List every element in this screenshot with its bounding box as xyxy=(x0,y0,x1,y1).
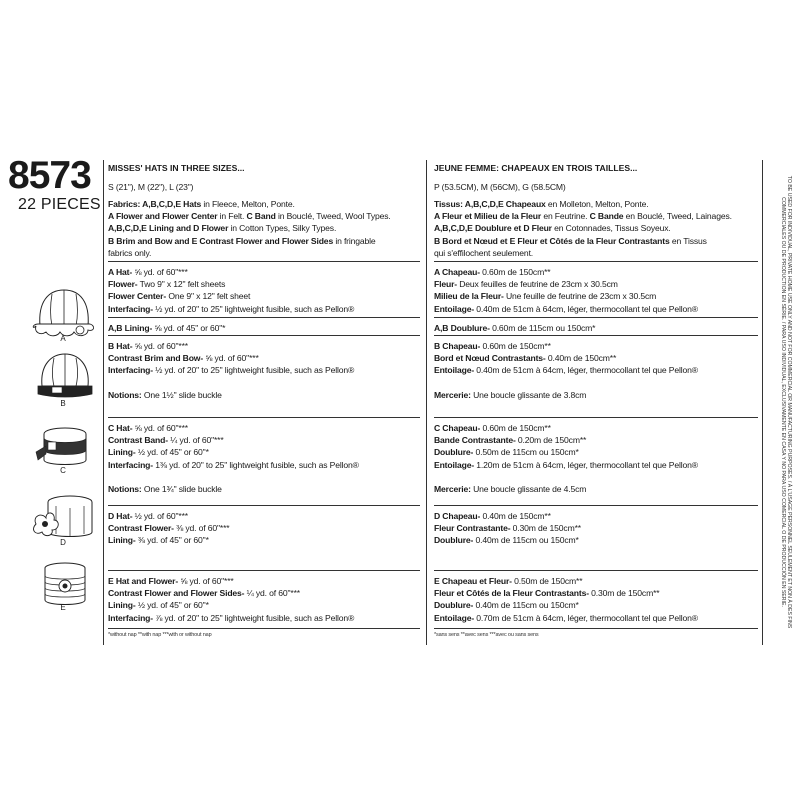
bold-label: Doublure- xyxy=(434,447,474,458)
detail-text: en Cotonnades, Tissus Soyeux. xyxy=(551,223,671,234)
row-divider xyxy=(108,317,420,318)
text-line xyxy=(108,587,354,599)
text-line xyxy=(108,377,354,389)
text-line xyxy=(434,522,581,534)
bold-label: Lining- xyxy=(108,600,136,611)
bold-label: Entoilage- xyxy=(434,459,475,470)
bold-label: A,B,C,D,E Doublure et D Fleur xyxy=(434,223,552,234)
text-line xyxy=(108,222,391,234)
row-divider xyxy=(108,628,420,629)
text-line xyxy=(434,247,732,259)
detail-text: ½ yd. of 45" or 60"* xyxy=(135,447,209,458)
hat-c-illustration xyxy=(32,420,98,470)
french-section-e xyxy=(434,575,698,624)
text-line xyxy=(108,352,354,364)
bold-label: Notions: xyxy=(108,389,142,400)
detail-text: in Felt. xyxy=(217,211,247,222)
detail-text: ⅜ yd. of 45" or 60"* xyxy=(135,535,209,546)
english-fabrics xyxy=(108,198,391,259)
text-line xyxy=(108,210,391,222)
detail-text: en Bouclé, Tweed, Lainages. xyxy=(623,211,732,222)
bold-label: Tissus: A,B,C,D,E Chapeaux xyxy=(434,199,546,209)
text-line xyxy=(434,340,698,352)
text-line xyxy=(434,459,698,471)
bold-label: Contrast Brim and Bow- xyxy=(108,353,204,364)
column-divider-right xyxy=(762,160,763,645)
bold-label: A Hat- xyxy=(108,267,133,277)
view-label: C xyxy=(60,466,66,475)
detail-text: ½ yd. of 20" to 25" lightweight fusible, such as Pellon® xyxy=(153,365,355,376)
detail-text: in Cotton Types, Silky Types. xyxy=(228,223,337,234)
text-line xyxy=(434,612,698,624)
text-line xyxy=(434,364,698,376)
view-label: B xyxy=(60,399,66,408)
english-sizes: S (21"), M (22"), L (23") xyxy=(108,182,194,192)
detail-text: ⅝ yd. of 60"*** xyxy=(178,576,234,586)
text-line xyxy=(434,303,698,315)
detail-text: 0.60m de 150cm** xyxy=(480,341,551,351)
bold-label: Interfacing- xyxy=(108,365,153,376)
bold-label: Contrast Flower and Flower Sides- xyxy=(108,588,245,599)
bold-label: Interfacing- xyxy=(108,459,153,470)
text-line xyxy=(108,235,391,247)
bold-label: Flower Center- xyxy=(108,291,167,302)
detail-text: 1⅜ yd. of 20" to 25" lightweight fusible, such as Pellon® xyxy=(153,459,359,470)
detail-text: 0.20m de 150cm** xyxy=(515,435,587,446)
bold-label: Contrast Band- xyxy=(108,435,168,446)
view-label: D xyxy=(60,538,66,547)
row-divider xyxy=(434,417,758,418)
row-divider xyxy=(434,570,758,571)
detail-text: ⅝ yd. of 45" or 60"* xyxy=(152,323,226,333)
detail-text: Une feuille de feutrine de 23cm x 30.5cm xyxy=(503,291,657,302)
bold-label: C Band xyxy=(246,211,276,222)
bold-label: Mercerie: xyxy=(434,484,471,495)
bold-label: Doublure- xyxy=(434,535,474,546)
text-line xyxy=(108,340,354,352)
text-line xyxy=(434,290,698,302)
english-section-lining xyxy=(108,322,225,334)
usage-notice-line: TO BE USED FOR INDIVIDUAL, PRIVATE HOME USE ONLY AND NOT FOR COMMERCIAL OR MANUFACTURING PURPOSES. / À L'USAGE PERSONNEL SEULEMENT ET NON À DES FINS xyxy=(786,175,792,629)
text-line xyxy=(434,278,698,290)
detail-text: 0.60m de 150cm** xyxy=(480,423,551,433)
french-fabrics xyxy=(434,198,732,259)
text-line xyxy=(108,599,354,611)
bold-label: E Hat and Flower- xyxy=(108,576,179,586)
text-line xyxy=(108,266,354,278)
bold-label: E Chapeau et Fleur- xyxy=(434,576,512,586)
bold-label: Fabrics: A,B,C,D,E Hats xyxy=(108,199,202,209)
detail-text: One 1¾" slide buckle xyxy=(141,484,222,495)
bold-label: Fleur Contrastante- xyxy=(434,523,511,534)
bold-label: C Bande xyxy=(589,211,624,222)
detail-text: 0.40m de 150cm** xyxy=(545,353,617,364)
detail-text: in Bouclé, Tweed, Wool Types. xyxy=(275,211,391,222)
hat-e-illustration xyxy=(34,560,96,608)
bold-label: Contrast Flower- xyxy=(108,523,174,534)
bold-label: Milieu de la Fleur- xyxy=(434,291,504,302)
bold-label: B Brim and Bow and E Contrast Flower and Flower Sides xyxy=(108,235,334,246)
view-label: A xyxy=(60,334,66,343)
pattern-number: 8573 xyxy=(8,154,91,197)
detail-text: 0.50m de 115cm ou 150cm* xyxy=(473,447,579,458)
bold-label: A Fleur et Milieu de la Fleur xyxy=(434,211,542,222)
row-divider xyxy=(434,261,758,262)
french-yardage-column xyxy=(434,162,758,646)
column-divider-left xyxy=(103,160,104,645)
text-line xyxy=(108,198,391,210)
bold-label: C Hat- xyxy=(108,423,133,433)
bold-label: Interfacing- xyxy=(108,612,153,623)
detail-text: 0.40m de 150cm** xyxy=(480,511,551,521)
bold-label: Bord et Nœud Contrastants- xyxy=(434,353,546,364)
row-divider xyxy=(108,261,420,262)
row-divider xyxy=(108,505,420,506)
detail-text: ¼ yd. of 60"*** xyxy=(167,435,224,446)
french-footnote: *sans sens **avec sens ***avec ou sans sens xyxy=(434,632,539,638)
text-line xyxy=(108,575,354,587)
text-line xyxy=(108,522,229,534)
detail-text: 0.70m de 51cm à 64cm, léger, thermocollant tel que Pellon® xyxy=(474,612,698,623)
detail-text: 0.40m de 115cm ou 150cm* xyxy=(473,600,579,611)
row-divider xyxy=(434,317,758,318)
usage-notice-line: COMMERCIALES OU DE PRODUCTION EN SÉRIE. / PARA USO INDIVIDUAL, EXCLUSIVAMENTE EN CASA Y NO PARA USO COMERCIAL O DE PRODUCCIÓN EN SERIE. xyxy=(780,197,786,607)
bold-label: Bande Contrastante- xyxy=(434,435,516,446)
english-section-d xyxy=(108,510,229,547)
text-line xyxy=(434,322,595,334)
detail-text: ⅝ yd. of 60"*** xyxy=(203,353,259,364)
text-line xyxy=(108,459,359,471)
bold-label: Lining- xyxy=(108,447,136,458)
detail-text: ⅜ yd. of 60"*** xyxy=(173,523,230,534)
detail-text: 0.30m de 150cm** xyxy=(510,523,581,534)
detail-text: in fringable xyxy=(333,235,376,246)
row-divider xyxy=(108,570,420,571)
french-heading: JEUNE FEMME: CHAPEAUX EN TROIS TAILLES... xyxy=(434,163,638,173)
bold-label: C Chapeau- xyxy=(434,423,481,433)
hat-a-illustration xyxy=(26,282,102,340)
bold-label: Entoilage- xyxy=(434,365,475,376)
detail-text: ⅝ yd. of 60"*** xyxy=(132,423,188,433)
text-line xyxy=(108,612,354,624)
detail-text: One 1½" slide buckle xyxy=(141,389,222,400)
text-line xyxy=(434,587,698,599)
text-line xyxy=(434,198,732,210)
row-divider xyxy=(434,628,758,629)
bold-label: B Bord et Nœud et E Fleur et Côtés de la Fleur Contrastants xyxy=(434,235,670,246)
bold-label: Mercerie: xyxy=(434,389,471,400)
bold-label: A,B Lining- xyxy=(108,323,153,333)
english-footnote: *without nap **with nap ***with or without nap xyxy=(108,632,212,638)
text-line xyxy=(434,377,698,389)
text-line xyxy=(108,422,359,434)
bold-label: Notions: xyxy=(108,484,142,495)
english-section-c xyxy=(108,422,359,495)
bold-label: B Hat- xyxy=(108,341,133,351)
row-divider xyxy=(434,505,758,506)
detail-text: ½ yd. of 20" to 25" lightweight fusible, such as Pellon® xyxy=(153,303,355,314)
text-line xyxy=(108,303,354,315)
bold-label: A Flower and Flower Center xyxy=(108,211,218,222)
detail-text: in Fleece, Melton, Ponte. xyxy=(201,199,295,209)
text-line xyxy=(434,266,698,278)
text-line xyxy=(434,235,732,247)
text-line xyxy=(108,471,359,483)
hat-d-illustration xyxy=(30,490,100,542)
french-section-a xyxy=(434,266,698,315)
french-section-b xyxy=(434,340,698,401)
text-line xyxy=(434,352,698,364)
detail-text: 0.40m de 51cm à 64cm, léger, thermocollant tel que Pellon® xyxy=(474,303,698,314)
column-divider-middle xyxy=(426,160,427,645)
text-line xyxy=(434,446,698,458)
detail-text: Une boucle glissante de 4.5cm xyxy=(470,484,587,495)
detail-text: en Tissus xyxy=(669,235,707,246)
text-line xyxy=(108,278,354,290)
text-line xyxy=(434,534,581,546)
french-sizes: P (53.5CM), M (56CM), G (58.5CM) xyxy=(434,182,566,192)
detail-text: Une boucle glissante de 3.8cm xyxy=(470,389,587,400)
text-line xyxy=(108,446,359,458)
detail-text: Two 9" x 12" felt sheets xyxy=(137,279,226,290)
text-line xyxy=(434,575,698,587)
hat-b-illustration xyxy=(32,350,98,402)
text-line xyxy=(434,510,581,522)
text-line xyxy=(108,322,225,334)
detail-text: ⅝ yd. of 60"*** xyxy=(132,341,188,351)
detail-text: en Feutrine. xyxy=(541,211,590,222)
bold-label: Fleur- xyxy=(434,279,457,290)
bold-label: Entoilage- xyxy=(434,612,475,623)
text-line xyxy=(108,290,354,302)
detail-text: fabrics only. xyxy=(108,247,152,258)
bold-label: A,B Doublure- xyxy=(434,323,490,333)
french-section-d xyxy=(434,510,581,547)
detail-text: ⅝ yd. of 60"*** xyxy=(132,267,188,277)
bold-label: B Chapeau- xyxy=(434,341,481,351)
text-line xyxy=(108,483,359,495)
english-section-e xyxy=(108,575,354,624)
detail-text: ¼ yd. of 60"*** xyxy=(244,588,300,599)
detail-text: 0.60m de 115cm ou 150cm* xyxy=(489,323,596,333)
text-line xyxy=(108,364,354,376)
text-line xyxy=(434,434,698,446)
bold-label: Interfacing- xyxy=(108,303,153,314)
english-heading: MISSES' HATS IN THREE SIZES... xyxy=(108,163,245,173)
text-line xyxy=(434,471,698,483)
text-line xyxy=(108,434,359,446)
detail-text: en Molleton, Melton, Ponte. xyxy=(545,199,649,209)
detail-text: 0.40m de 51cm à 64cm, léger, thermocollant tel que Pellon® xyxy=(474,365,698,376)
text-line xyxy=(434,422,698,434)
text-line xyxy=(434,389,698,401)
text-line xyxy=(108,247,391,259)
detail-text: qui s'effilochent seulement. xyxy=(434,247,534,258)
french-section-c xyxy=(434,422,698,495)
detail-text: 0.60m de 150cm** xyxy=(479,267,551,277)
piece-count: 22 PIECES xyxy=(18,196,101,213)
detail-text: 1.20m de 51cm à 64cm, léger, thermocollant tel que Pellon® xyxy=(474,459,698,470)
english-section-a xyxy=(108,266,354,315)
text-line xyxy=(108,534,229,546)
detail-text: ½ yd. of 45" or 60"* xyxy=(135,600,209,611)
row-divider xyxy=(434,335,758,336)
english-section-b xyxy=(108,340,354,401)
bold-label: A,B,C,D,E Lining and D Flower xyxy=(108,223,229,234)
detail-text: ⅞ yd. of 20" to 25" lightweight fusible, such as Pellon® xyxy=(153,612,355,623)
detail-text: One 9" x 12" felt sheet xyxy=(166,291,251,302)
bold-label: Entoilage- xyxy=(434,303,475,314)
text-line xyxy=(434,483,698,495)
bold-label: Fleur et Côtés de la Fleur Contrastants- xyxy=(434,588,589,599)
text-line xyxy=(108,510,229,522)
french-section-lining xyxy=(434,322,595,334)
view-label: E xyxy=(60,603,66,612)
row-divider xyxy=(108,417,420,418)
bold-label: D Hat- xyxy=(108,511,133,521)
usage-notice xyxy=(780,142,792,662)
detail-text: 0.40m de 115cm ou 150cm* xyxy=(473,535,579,546)
text-line xyxy=(434,210,732,222)
text-line xyxy=(434,222,732,234)
detail-text: ½ yd. of 60"*** xyxy=(132,511,188,521)
text-line xyxy=(108,389,354,401)
english-yardage-column xyxy=(108,162,420,646)
text-line xyxy=(434,599,698,611)
bold-label: Flower- xyxy=(108,279,138,290)
bold-label: A Chapeau- xyxy=(434,267,480,277)
detail-text: 0.30m de 150cm** xyxy=(588,588,660,599)
detail-text: Deux feuilles de feutrine de 23cm x 30.5cm xyxy=(456,279,618,290)
row-divider xyxy=(108,335,420,336)
bold-label: Lining- xyxy=(108,535,136,546)
detail-text: 0.50m de 150cm** xyxy=(511,576,583,586)
bold-label: Doublure- xyxy=(434,600,474,611)
bold-label: D Chapeau- xyxy=(434,511,481,521)
